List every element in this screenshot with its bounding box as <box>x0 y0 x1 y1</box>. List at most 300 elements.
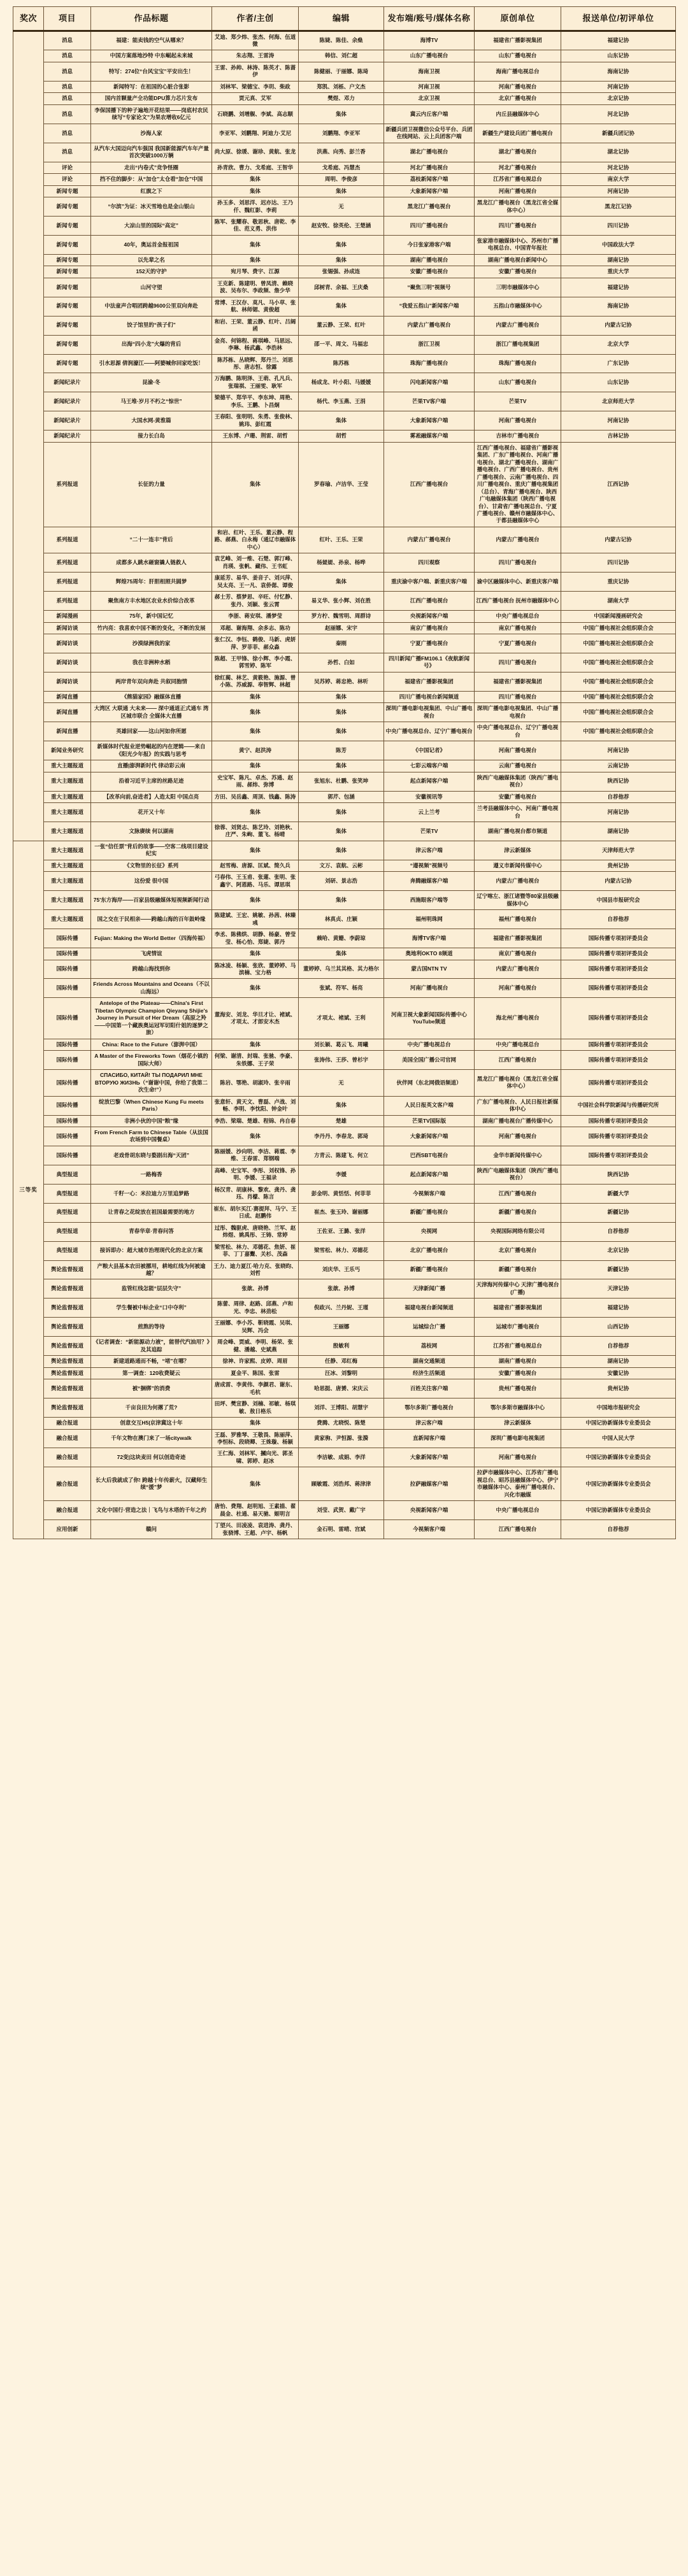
cell-origin: 湖南广播电视台广播传媒中心 <box>475 1115 561 1127</box>
cell-origin: 安徽广播电视台 <box>475 266 561 278</box>
table-row <box>13 1051 676 1070</box>
cell-editors: 集体 <box>299 822 384 841</box>
cell-channel: 大象新闻客户端 <box>384 1448 475 1467</box>
table-row <box>13 741 676 760</box>
cell-submitter: 中国新闻漫画研究会 <box>561 611 676 622</box>
cell-authors: 陈岩、鄂艳、胡淑玲、张辛雨 <box>212 1070 299 1096</box>
cell-channel: 四川观察 <box>384 553 475 573</box>
table-body <box>13 31 676 1539</box>
cell-channel: 今视频客户端 <box>384 1520 475 1539</box>
cell-channel: 深圳广播电影电视集团、中山广播电视台 <box>384 703 475 722</box>
cell-channel: 中央广播电视总台、辽宁广播电视台 <box>384 722 475 741</box>
table-row <box>13 703 676 722</box>
cell-submitter: 黑龙江记协 <box>561 197 676 217</box>
table-row <box>13 841 676 860</box>
cell-channel: 雾凇融媒客户端 <box>384 431 475 442</box>
cell-channel: 浙江卫视 <box>384 335 475 354</box>
cell-channel: 内蒙古广播电视台 <box>384 316 475 335</box>
cell-authors: 王力、迪力夏江·哈力克、张晓昀、刘哲 <box>212 1260 299 1279</box>
cell-channel: 四川广播电视台 <box>384 216 475 235</box>
cell-channel: 荔枝新闻客户端 <box>384 174 475 185</box>
cell-authors: 弓春伟、王玉甫、张蓮、张明、张鑫宇、阿恩路、马乐、谭思琪 <box>212 872 299 891</box>
cell-title: 花开又十年 <box>91 803 212 822</box>
cell-title: 老戏骨胡东晓与婺剧出海“天团” <box>91 1146 212 1165</box>
cell-title: 《记者调查：“新能源动力液”，能替代汽油用？》及其追踪 <box>91 1337 212 1356</box>
cell-title: “二十一连丰”背后 <box>91 527 212 553</box>
cell-submitter: 河南记协 <box>561 741 676 760</box>
column-header-editors: 编辑 <box>299 7 384 31</box>
cell-editors: 集体 <box>299 235 384 254</box>
cell-title: 辉煌75周年：肝胆相照共圆梦 <box>91 573 212 592</box>
cell-title: 72变|这块麦田 何以创造奇迹 <box>91 1448 212 1467</box>
cell-authors: 张意轩、黄天文、曹磊、卢战、刘畅、李明、李忱阳、钟金叶 <box>212 1096 299 1115</box>
cell-category: 新闻专题 <box>44 235 91 254</box>
cell-authors: 何梁、谢清、封瑞、张驰、李豪、朱铁娜、王子荣 <box>212 1051 299 1070</box>
cell-authors: 集体 <box>212 1127 299 1146</box>
table-row <box>13 1299 676 1318</box>
cell-authors: 艾迪、郑少炜、张杰、何海、伍道微 <box>212 31 299 50</box>
cell-category: 评论 <box>44 174 91 185</box>
cell-category: 消息 <box>44 104 91 124</box>
cell-authors: 陈蕾、周律、赵路、邱燕、卢和光、李忠、林劲松 <box>212 1299 299 1318</box>
cell-editors: 集体 <box>299 722 384 741</box>
table-row <box>13 431 676 442</box>
cell-title: 饺子馆里的“孩子们” <box>91 316 212 335</box>
cell-title: 75年，新中国记忆 <box>91 611 212 622</box>
table-row <box>13 791 676 802</box>
table-row <box>13 1337 676 1356</box>
cell-origin: 北京广播电视台 <box>475 93 561 104</box>
cell-channel: 荔枝网 <box>384 1337 475 1356</box>
cell-submitter: 国际传播专项初评委员会 <box>561 929 676 948</box>
cell-category: 重大主题报道 <box>44 841 91 860</box>
cell-channel: 新疆兵团卫视微信公众号平台、兵团在线网站、云上兵团客户端 <box>384 124 475 143</box>
cell-category: 评论 <box>44 162 91 173</box>
cell-editors: 才项太、褚斌、王利 <box>299 998 384 1039</box>
cell-authors: 集体 <box>212 979 299 998</box>
cell-submitter: 河南记协 <box>561 185 676 197</box>
cell-authors: 康延芳、易华、姜音子、刘兴萍、吴太亮、王一凡、袁侨偲、谭俊 <box>212 573 299 592</box>
cell-category: 国际传播 <box>44 1039 91 1050</box>
cell-title: 非洲小伙的中国“粮”缘 <box>91 1115 212 1127</box>
cell-origin: 广东广播电视台、人民日报社新媒体中心 <box>475 1096 561 1115</box>
cell-submitter: 山东记协 <box>561 50 676 62</box>
cell-editors: 集体 <box>299 1096 384 1115</box>
cell-title: 这份爱 很中国 <box>91 872 212 891</box>
cell-channel: 起点新闻客户端 <box>384 1165 475 1184</box>
cell-editors: 集体 <box>299 254 384 266</box>
cell-channel: “我爱五指山”新闻客户端 <box>384 297 475 316</box>
table-row <box>13 1318 676 1337</box>
cell-submitter: 贵州记协 <box>561 860 676 871</box>
cell-editors: 殷敏利 <box>299 1337 384 1356</box>
cell-editors: 张歆、孙博 <box>299 1279 384 1299</box>
cell-authors: 陈超、王甲锋、徐小辉、李小霞、郭雪婷、陈军 <box>212 653 299 672</box>
cell-submitter: 山东记协 <box>561 373 676 392</box>
cell-origin: 内蒙古广播电视台 <box>475 872 561 891</box>
cell-category: 舆论监督报道 <box>44 1367 91 1379</box>
cell-submitter: 自荐他荐 <box>561 1222 676 1241</box>
cell-channel: 闪电新闻客户端 <box>384 373 475 392</box>
cell-origin: 江苏省广播电视总台 <box>475 1337 561 1356</box>
cell-title: 沙海人家 <box>91 124 212 143</box>
cell-title: 煎熬的等待 <box>91 1318 212 1337</box>
cell-submitter: 北京师范大学 <box>561 392 676 411</box>
cell-origin: 津云新媒体 <box>475 841 561 860</box>
cell-submitter: 中国广播电视社会组织联合会 <box>561 622 676 634</box>
cell-editors: 集体 <box>299 104 384 124</box>
cell-category: 国际传播 <box>44 948 91 960</box>
cell-editors: 李媛 <box>299 1165 384 1184</box>
cell-editors: 邵一平、周文、马福忠 <box>299 335 384 354</box>
cell-submitter: 贵州记协 <box>561 1379 676 1398</box>
table-row <box>13 622 676 634</box>
cell-origin: 河北广播电视台 <box>475 162 561 173</box>
cell-origin: 内丘县融媒体中心 <box>475 104 561 124</box>
cell-title: 接诉即办：超大城市治理现代化的北京方案 <box>91 1241 212 1260</box>
cell-submitter: 新疆记协 <box>561 1260 676 1279</box>
cell-category: 消息 <box>44 93 91 104</box>
table-row <box>13 1501 676 1520</box>
cell-category: 新闻专题 <box>44 216 91 235</box>
cell-channel: 内蒙古广播电视台 <box>384 527 475 553</box>
cell-editors: 陈芳 <box>299 741 384 760</box>
cell-category: 新闻纪录片 <box>44 411 91 431</box>
cell-title: 两岸青年双向奔赴 共叙同胞情 <box>91 672 212 691</box>
cell-origin: 山东广播电视台 <box>475 373 561 392</box>
cell-submitter: 天津师范大学 <box>561 841 676 860</box>
cell-category: 国际传播 <box>44 960 91 979</box>
cell-origin: 新疆生产建设兵团广播电视台 <box>475 124 561 143</box>
cell-submitter: 自荐他荐 <box>561 910 676 929</box>
cell-submitter: 北京记协 <box>561 93 676 104</box>
cell-channel: 起点新闻客户端 <box>384 772 475 791</box>
cell-channel: 央视网 <box>384 1222 475 1241</box>
cell-editors: 集体 <box>299 948 384 960</box>
cell-authors: 和岩、红叶、王乐、董云静、程路、郝燕、白永梅（通辽市融媒体中心） <box>212 527 299 553</box>
cell-origin: 四川广播电视台 <box>475 691 561 702</box>
cell-channel: 河南卫视 <box>384 81 475 92</box>
cell-category: 新闻专题 <box>44 354 91 373</box>
table-row <box>13 162 676 173</box>
cell-authors: 杨汉青、胡康林、黎欢、龚丹、龚珏、肖檬、陈言 <box>212 1184 299 1203</box>
cell-category: 国际传播 <box>44 979 91 998</box>
cell-title: 特写：274位“台风宝宝”平安出生！ <box>91 62 212 81</box>
cell-title: 创意交互H5|京津冀这十年 <box>91 1418 212 1429</box>
cell-category: 消息 <box>44 50 91 62</box>
cell-title: 昆渝·冬 <box>91 373 212 392</box>
cell-title: Fujian: Making the World Better（四海传福） <box>91 929 212 948</box>
cell-editors: 周明、李俊彦 <box>299 174 384 185</box>
cell-submitter: 河南记协 <box>561 81 676 92</box>
table-row <box>13 822 676 841</box>
cell-origin: 江西广播电视台 <box>475 1051 561 1070</box>
cell-submitter: 中国广播电视社会组织联合会 <box>561 722 676 741</box>
cell-submitter: 海南记协 <box>561 62 676 81</box>
cell-origin: 湖南广播电视台 <box>475 1356 561 1367</box>
table-row <box>13 442 676 527</box>
cell-origin: 内蒙古广播电视台 <box>475 527 561 553</box>
table-row <box>13 373 676 392</box>
cell-submitter: 中国广播电视社会组织联合会 <box>561 653 676 672</box>
cell-submitter: 中国社会科学院新闻与传播研究所 <box>561 1096 676 1115</box>
table-row <box>13 1096 676 1115</box>
table-row <box>13 297 676 316</box>
cell-category: 舆论监督报道 <box>44 1356 91 1367</box>
cell-category: 重大主题报道 <box>44 822 91 841</box>
cell-editors: 林真贞、庄颖 <box>299 910 384 929</box>
cell-editors: 洪燕、向秀、彭兰香 <box>299 143 384 162</box>
table-row <box>13 1448 676 1467</box>
table-row <box>13 573 676 592</box>
cell-submitter: 国际传播专项初评委员会 <box>561 979 676 998</box>
cell-title: “尔滨”为证：冰天雪地也是金山银山 <box>91 197 212 217</box>
cell-origin: 河南广播电视台 <box>475 81 561 92</box>
cell-authors: 郝士芳、蔡梦思、辛旺、付忆静、张丹、刘颖、张云霄 <box>212 592 299 611</box>
cell-origin: 渝中区融媒体中心、新重庆客户端 <box>475 573 561 592</box>
cell-authors: 陈建斌、王宏、姚敏、孙茜、林臻彧 <box>212 910 299 929</box>
cell-channel: 运城综合广播 <box>384 1318 475 1337</box>
cell-authors: 集体 <box>212 442 299 527</box>
cell-title: 一张“信任票”背后的故事——空客二线项目建设纪实 <box>91 841 212 860</box>
cell-submitter: 广东记协 <box>561 354 676 373</box>
cell-submitter: 国际传播专项初评委员会 <box>561 948 676 960</box>
cell-authors: 集体 <box>212 760 299 772</box>
cell-authors: 李浙、蒋安琪、潘梦莹 <box>212 611 299 622</box>
cell-channel: 新疆广播电视台 <box>384 1203 475 1222</box>
cell-authors: 王东博、卢珊、荆雷、胡哲 <box>212 431 299 442</box>
table-row <box>13 62 676 81</box>
cell-title: 产粮大县基本农田被挪用，耕地红线为何被逾越？ <box>91 1260 212 1279</box>
cell-category: 新闻访谈 <box>44 634 91 653</box>
cell-origin: 江苏省广播电视总台 <box>475 174 561 185</box>
cell-channel: 大象新闻客户端 <box>384 185 475 197</box>
cell-authors: 石晓鹏、刘增舰、李斌、高志顺 <box>212 104 299 124</box>
cell-editors: 彭金明、黄恬恬、何菲菲 <box>299 1184 384 1203</box>
cell-editors: 刘长颖、葛云飞、周曦 <box>299 1039 384 1050</box>
cell-authors: 集体 <box>212 174 299 185</box>
cell-authors: 王丽娜、李小苏、靳晓霞、吴琪、吴辉、冯会 <box>212 1318 299 1337</box>
cell-origin: 深圳广播电影电视集团、中山广播电视台 <box>475 703 561 722</box>
cell-editors: 赵丽娜、宋宇 <box>299 622 384 634</box>
cell-category: 舆论监督报道 <box>44 1337 91 1356</box>
cell-origin: 湖北广播电视台 <box>475 143 561 162</box>
cell-authors: 集体 <box>212 1467 299 1501</box>
table-row <box>13 1398 676 1418</box>
cell-editors: 集体 <box>299 760 384 772</box>
cell-channel: 今视频客户端 <box>384 1184 475 1203</box>
rank-group-cell <box>13 31 44 841</box>
cell-origin: 江西广播电视台 抚州市融媒体中心 <box>475 592 561 611</box>
cell-submitter: 内蒙古记协 <box>561 316 676 335</box>
cell-origin: 湖南广播电视台新闻中心 <box>475 254 561 266</box>
cell-submitter: 自荐他荐 <box>561 791 676 802</box>
cell-submitter: 湖南记协 <box>561 822 676 841</box>
cell-origin: 拉萨市融媒体中心、江苏省广播电视总台、昭苏县融媒体中心、伊宁市融媒体中心、泰州广播电视台、兴化市融媒 <box>475 1467 561 1501</box>
table-row <box>13 266 676 278</box>
cell-channel: 珠海广播电视台 <box>384 354 475 373</box>
table-row <box>13 634 676 653</box>
cell-editors: 方青云、陈建飞、何立 <box>299 1146 384 1165</box>
cell-channel: 百姓关注客户端 <box>384 1379 475 1398</box>
cell-title: 被“捆绑”的消费 <box>91 1379 212 1398</box>
cell-submitter: 中国县市报研究会 <box>561 891 676 910</box>
cell-title: 飞虎情谊 <box>91 948 212 960</box>
award-list-page <box>0 6 688 2576</box>
cell-channel: 江西广播电视台 <box>384 592 475 611</box>
cell-title: 绽放巴黎（When Chinese Kung Fu meets Paris） <box>91 1096 212 1115</box>
cell-authors: 集体 <box>212 1418 299 1429</box>
cell-category: 舆论监督报道 <box>44 1318 91 1337</box>
cell-submitter: 中国广播电视社会组织联合会 <box>561 672 676 691</box>
cell-channel: 《中国记者》 <box>384 741 475 760</box>
cell-authors: 李浩、梁瑞、楚雄、程锦、冉自春 <box>212 1115 299 1127</box>
cell-submitter: 中国记协新媒体专业委员会 <box>561 1418 676 1429</box>
cell-category: 重大主题报道 <box>44 891 91 910</box>
cell-origin: 福州广播电视台 <box>475 910 561 929</box>
table-row <box>13 124 676 143</box>
cell-authors: 集体 <box>212 691 299 702</box>
cell-submitter: 中国广播电视社会组织联合会 <box>561 634 676 653</box>
cell-title: 新媒体时代报业逆势崛起的内在逻辑——来自《阳光少年报》的实践与思考 <box>91 741 212 760</box>
cell-submitter: 国际传播专项初评委员会 <box>561 1115 676 1127</box>
table-row <box>13 872 676 891</box>
cell-authors: 集体 <box>212 703 299 722</box>
cell-origin: 南京广播电视台 <box>475 622 561 634</box>
cell-editors: 胡哲 <box>299 431 384 442</box>
cell-origin: 内蒙古广播电视台 <box>475 960 561 979</box>
cell-submitter: 山西记协 <box>561 1318 676 1337</box>
cell-editors: 陈健丽、于丽娜、陈琦 <box>299 62 384 81</box>
cell-category: 系列报道 <box>44 527 91 553</box>
cell-channel: 人民日报英文客户端 <box>384 1096 475 1115</box>
cell-channel: 福建电视台新闻频道 <box>384 1299 475 1318</box>
cell-editors: 集体 <box>299 573 384 592</box>
cell-category: 新闻业务研究 <box>44 741 91 760</box>
cell-category: 新闻专题 <box>44 335 91 354</box>
cell-title: 国之交在于民相亲——跨越山海的百年鼓岭缘 <box>91 910 212 929</box>
table-row <box>13 254 676 266</box>
cell-origin: 黑龙江广播电视台（黑龙江省全媒体中心） <box>475 1070 561 1096</box>
cell-channel: 直新闻客户端 <box>384 1429 475 1448</box>
cell-submitter: 中国广播电视社会组织联合会 <box>561 691 676 702</box>
cell-origin: 陕西广电融媒体集团（陕西广播电视台） <box>475 772 561 791</box>
cell-channel: 央视新闻客户端 <box>384 1501 475 1520</box>
cell-title: A Master of the Fireworks Town（烟花小镇的国际大师） <box>91 1051 212 1070</box>
cell-title: 竹内亮：我喜欢中国不断的变化，不断的发展 <box>91 622 212 634</box>
cell-authors: 梁德平、郑华平、李东坤、周艳、李乐、王鹏、卜昌炯 <box>212 392 299 411</box>
cell-title: 福建：能卖钱的空气从哪来？ <box>91 31 212 50</box>
cell-origin: 河南广播电视台 <box>475 979 561 998</box>
cell-editors: 戈希庭、冯慧杰 <box>299 162 384 173</box>
cell-category: 融合报道 <box>44 1418 91 1429</box>
cell-title: 中国方案落地沙特 中东崛起未来城 <box>91 50 212 62</box>
cell-category: 消息 <box>44 143 91 162</box>
cell-title: Friends Across Mountains and Oceans（不以山海远） <box>91 979 212 998</box>
cell-authors: 徐神、许家熙、皮婷、周眉 <box>212 1356 299 1367</box>
award-list-table <box>13 6 676 1539</box>
cell-title: 《文物里的长征》系列 <box>91 860 212 871</box>
cell-authors: 朱志翔、王雷涛 <box>212 50 299 62</box>
cell-channel: 今日张家港客户端 <box>384 235 475 254</box>
cell-authors: 万海鹏、陈明泽、王萌、孔凡兵、张瑞祺、王丽雯、耿军 <box>212 373 299 392</box>
cell-channel: 芒果TV客户端 <box>384 392 475 411</box>
cell-category: 重大主题报道 <box>44 872 91 891</box>
cell-origin: 宁夏广播电视台 <box>475 634 561 653</box>
table-row <box>13 691 676 702</box>
cell-submitter: 福建记协 <box>561 1299 676 1318</box>
cell-category: 国际传播 <box>44 1127 91 1146</box>
cell-origin: 张家港市融媒体中心、苏州市广播电视总台、中国青年报社 <box>475 235 561 254</box>
cell-category: 舆论监督报道 <box>44 1260 91 1279</box>
cell-origin: 云南广播电视台 <box>475 760 561 772</box>
cell-category: 典型报道 <box>44 1222 91 1241</box>
cell-authors: 李丞、陈佛烘、胡静、杨豪、曾莹莹、杨心怡、郑婕、郭丹 <box>212 929 299 948</box>
cell-category: 重大主题报道 <box>44 760 91 772</box>
cell-category: 国际传播 <box>44 998 91 1039</box>
cell-category: 国际传播 <box>44 1146 91 1165</box>
table-row <box>13 1127 676 1146</box>
cell-channel: 津云客户端 <box>384 841 475 860</box>
cell-authors: 黄宁、赵洪涛 <box>212 741 299 760</box>
cell-authors: 陈丽媛、沙向明、李洁、蒋震、李维、王春雷、郑钢端 <box>212 1146 299 1165</box>
cell-submitter: 国际传播专项初评委员会 <box>561 1127 676 1146</box>
cell-category: 新闻专题 <box>44 266 91 278</box>
table-row <box>13 104 676 124</box>
cell-title: 长征的力量 <box>91 442 212 527</box>
cell-editors: 郑凯、刘栎、户文杰 <box>299 81 384 92</box>
cell-origin: 四川广播电视台 <box>475 653 561 672</box>
cell-channel: 江西广播电视台 <box>384 442 475 527</box>
cell-category: 新闻专题 <box>44 185 91 197</box>
cell-submitter: 河北记协 <box>561 104 676 124</box>
cell-title: 从汽车大国迈向汽车强国 我国新能源汽车年产量首次突破1000万辆 <box>91 143 212 162</box>
cell-channel: 美国全国广播公司官网 <box>384 1051 475 1070</box>
cell-editors: 吴苏婷、蒋忠艳、林听 <box>299 672 384 691</box>
cell-editors: 张锡强、孙成连 <box>299 266 384 278</box>
cell-category: 国际传播 <box>44 1070 91 1096</box>
table-row <box>13 1429 676 1448</box>
cell-submitter: 新疆兵团记协 <box>561 124 676 143</box>
cell-authors: 王磊、罗雅琴、王敬畏、陈丽萍、李恒标、段晓卿、王姝璇、杨颖 <box>212 1429 299 1448</box>
table-row <box>13 278 676 297</box>
cell-channel: 黑龙江广播电视台 <box>384 197 475 217</box>
table-row <box>13 1356 676 1367</box>
cell-authors: 过彤、魏驱虎、唐晓艳、兰军、赵炜煜、姚禹彤、王铸、常婷 <box>212 1222 299 1241</box>
cell-title: China: Race to the Future（澎湃中国） <box>91 1039 212 1050</box>
cell-origin: 鄂尔多斯市融媒体中心 <box>475 1398 561 1418</box>
table-header <box>13 7 676 31</box>
cell-editors: 红叶、王乐、王荣 <box>299 527 384 553</box>
cell-title: 75'东方海岸——百家县级融媒体短视频新闻行动 <box>91 891 212 910</box>
cell-origin: 中央广播电视总台 <box>475 1501 561 1520</box>
cell-category: 融合报道 <box>44 1501 91 1520</box>
cell-authors: 方田、吴岳鑫、周顶、钱鑫、陈涛 <box>212 791 299 802</box>
cell-title: 学生餐被中标企业“口中夺利” <box>91 1299 212 1318</box>
cell-title: 接力长白岛 <box>91 431 212 442</box>
cell-channel: 七彩云端客户端 <box>384 760 475 772</box>
cell-origin: 湖南广播电视台都市频道 <box>475 822 561 841</box>
cell-channel: 安徽广播电视台 <box>384 266 475 278</box>
cell-origin: 金华市新闻传媒中心 <box>475 1146 561 1165</box>
cell-editors: 集体 <box>299 803 384 822</box>
table-row <box>13 592 676 611</box>
cell-origin: 河南广播电视台 <box>475 1127 561 1146</box>
cell-editors: 集体 <box>299 891 384 910</box>
table-row <box>13 1379 676 1398</box>
table-row <box>13 185 676 197</box>
table-row <box>13 1241 676 1260</box>
